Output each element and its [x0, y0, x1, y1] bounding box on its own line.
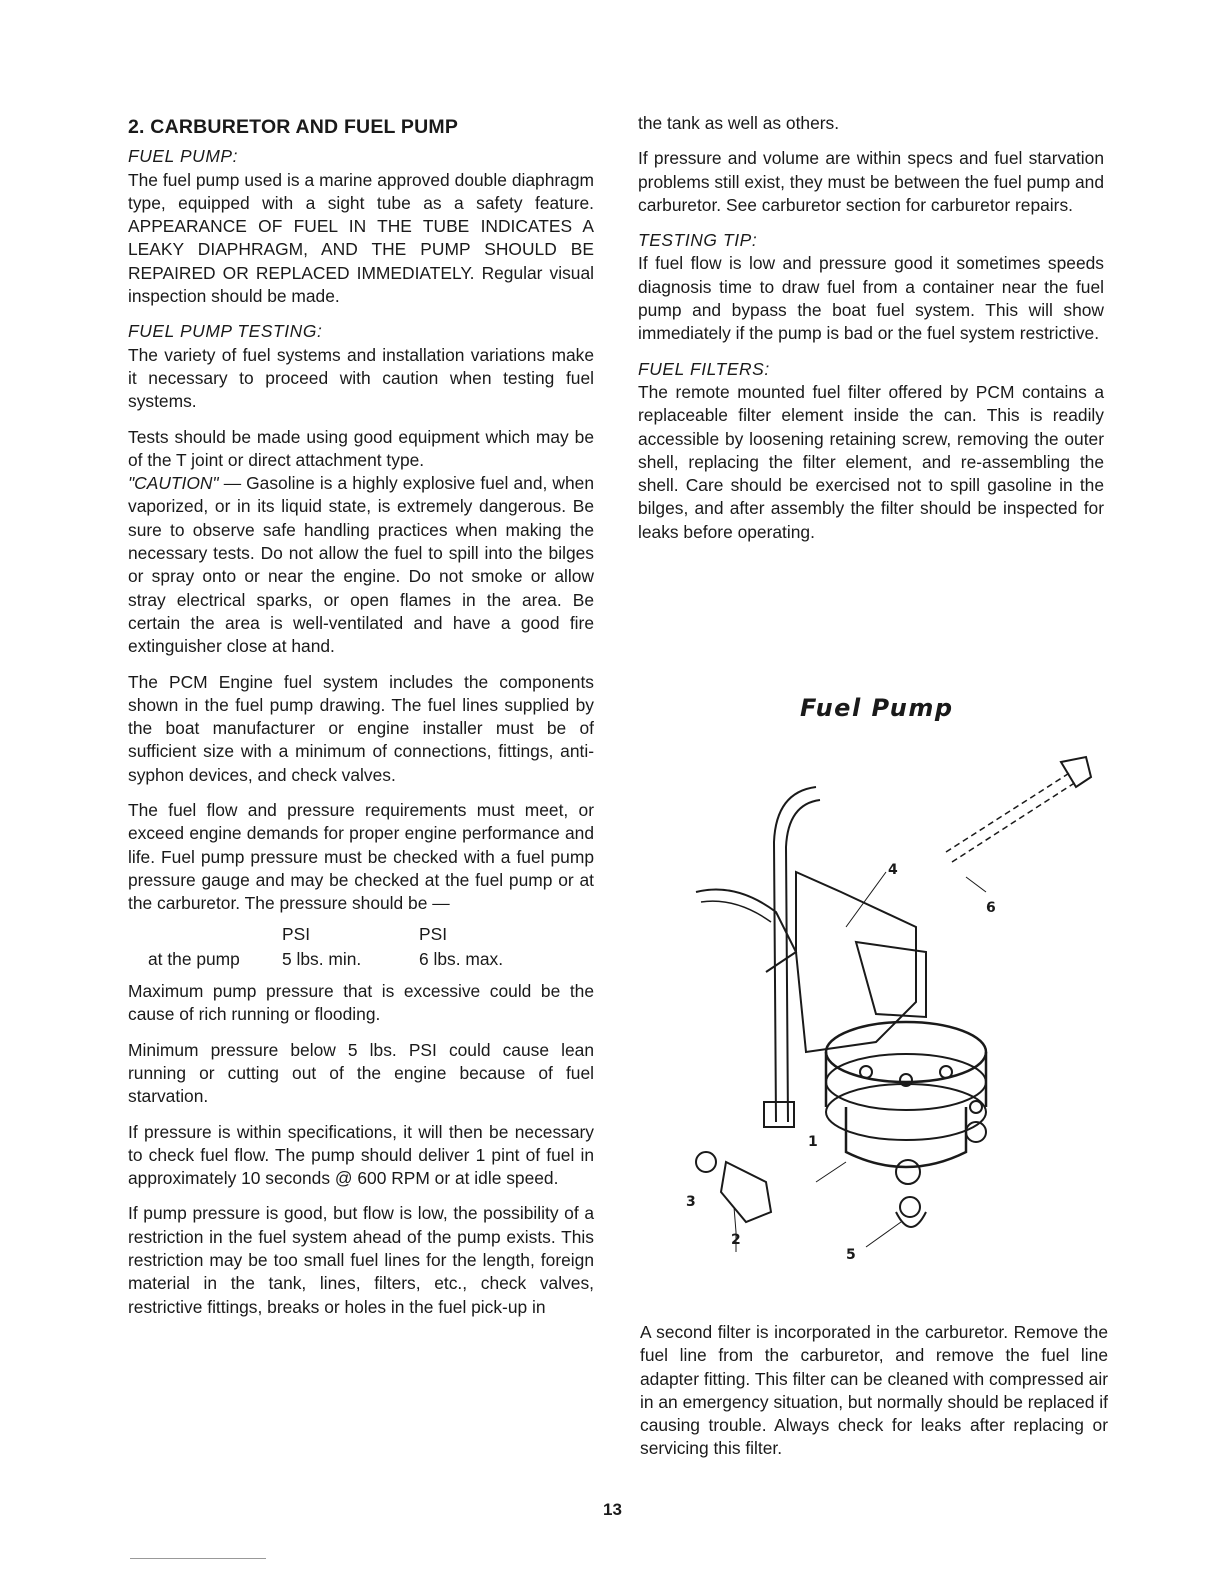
paragraph-fuel-pump: The fuel pump used is a marine approved double diaphragm type, equipped with a sight tube as a safety feature. APPEARANCE OF FUEL IN THE TUBE INDICATES A LEAKY DIAPHRAGM, AND THE PUMP SHOULD BE REPAIRED OR REPLACED IMMEDIATELY. Regular visual inspection should be made.	[128, 169, 594, 307]
paragraph-flow-pressure: The fuel flow and pressure requirements must meet, or exceed engine demands for proper engine performance and life. Fuel pump pressure must be checked with a fuel pump pressure gauge and may be checked at the fuel pump or at the carburetor. The pressure should be —	[128, 800, 594, 914]
section-heading: 2. CARBURETOR AND FUEL PUMP	[128, 116, 459, 138]
paragraph-pressure-volume: If pressure and volume are within specs and fuel starvation problems still exist, they must be between the fuel pump and carburetor. See carburetor section for carburetor repairs.	[638, 148, 1104, 215]
callout-6: 6	[986, 900, 996, 916]
paragraph-caution	[128, 472, 594, 658]
psi-header-max: PSI	[419, 923, 448, 944]
subheading-fuel-pump-testing: FUEL PUMP TESTING:	[128, 321, 323, 342]
paragraph-pump-pressure-good: If pump pressure is good, but flow is low, the possibility of a restriction in the fuel system ahead of the pump exists. This restriction may be too small fuel lines for the length, foreign material in the tank, lines, filters, etc., check valves, restrictive fittings, breaks or holes in the fuel pick-up in	[128, 1203, 594, 1317]
paragraph-tests: Tests should be made using good equipment which may be of the T joint or direct attachment type.	[128, 426, 594, 470]
caution-text: — Gasoline is a highly explosive fuel and, when vaporized, or in its liquid state, is extremely dangerous. Be sure to observe safe handling practices when making the necessary tests. Do not allow the fuel to spill into the bilges or spray onto or near the engine. Do not smoke or allow stray electrical sparks, or open flames in the area. Be certain the area is well-ventilated and have a good fire extinguisher close at hand.	[128, 473, 594, 657]
right-column	[638, 112, 1104, 556]
callout-5: 5	[846, 1247, 856, 1263]
paragraph-min-pressure: Minimum pressure below 5 lbs. PSI could cause lean running or cutting out of the engine because of fuel starvation.	[128, 1039, 594, 1107]
psi-row-label: at the pump	[148, 948, 240, 969]
psi-row-max: 6 lbs. max.	[419, 948, 504, 969]
psi-header-min: PSI	[282, 923, 311, 944]
psi-table	[148, 922, 503, 973]
callout-2: 2	[731, 1232, 741, 1248]
paragraph-specifications: If pressure is within specifications, it will then be necessary to check fuel flow. The pump should deliver 1 pint of fuel in approximately 10 seconds @ 600 RPM or at idle speed.	[128, 1121, 594, 1189]
figure-title: Fuel Pump	[800, 694, 954, 722]
paragraph-variety: The variety of fuel systems and installation variations make it necessary to proceed with caution when testing fuel systems.	[128, 344, 594, 412]
subheading-fuel-pump: FUEL PUMP:	[128, 146, 239, 167]
psi-table-row	[148, 947, 503, 972]
subheading-fuel-filters: FUEL FILTERS:	[638, 358, 770, 379]
subheading-testing-tip: TESTING TIP:	[638, 230, 758, 251]
callout-3: 3	[686, 1194, 696, 1210]
scan-artifact-line	[130, 1558, 266, 1559]
paragraph-testing-tip: If fuel flow is low and pressure good it sometimes speeds diagnosis time to draw fuel from a container near the fuel pump and bypass the boat fuel system. This will show immediately if the pump is bad or the fuel system restrictive.	[638, 253, 1104, 344]
psi-header-blank	[148, 922, 282, 947]
callout-4: 4	[888, 862, 898, 878]
caution-label: "CAUTION"	[128, 473, 219, 494]
paragraph-max-pressure: Maximum pump pressure that is excessive could be the cause of rich running or flooding.	[128, 981, 594, 1025]
left-column	[128, 112, 594, 1331]
fuel-pump-drawing	[676, 752, 1096, 1272]
paragraph-fuel-filters: The remote mounted fuel filter offered by PCM contains a replaceable filter element inside the can. This is readily accessible by loosening retaining screw, removing the outer shell, replacing the filter element, and re-assembling the shell. Care should be exercised not to spill gasoline in the bilges, and after assembly the filter should be inspected for leaks before operating.	[638, 381, 1104, 542]
psi-table-header	[148, 922, 503, 947]
psi-row-min: 5 lbs. min.	[282, 948, 362, 969]
page-number: 13	[603, 1500, 622, 1519]
callout-1: 1	[808, 1134, 818, 1150]
paragraph-pcm-system: The PCM Engine fuel system includes the components shown in the fuel pump drawing. The fuel lines supplied by the boat manufacturer or engine installer must be of sufficient size with a minimum of connections, fittings, anti-syphon devices, and check valves.	[128, 671, 594, 785]
paragraph-second-filter: A second filter is incorporated in the carburetor. Remove the fuel line from the carburetor, and remove the fuel line adapter fitting. This filter can be cleaned with compressed air in an emergency situation, but normally should be replaced if causing trouble. Always check for leaks after replacing or servicing this filter.	[640, 1322, 1108, 1459]
paragraph-continued: the tank as well as others.	[638, 113, 840, 133]
fuel-pump-illustration	[676, 752, 1096, 1272]
